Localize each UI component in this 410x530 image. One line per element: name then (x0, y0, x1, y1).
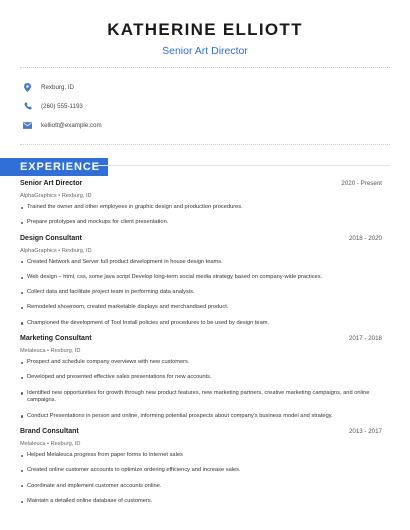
map-pin-icon (23, 83, 32, 92)
contact-phone (23, 97, 410, 115)
resume-header (0, 0, 410, 58)
contact-email-text: kelliott@example.com (41, 121, 102, 129)
job-bullet: Conduct Presentations in person and online, informing potential prospects about company's business model and strategy. (27, 413, 382, 421)
job-bullet: Helped Melaleuca progress from paper forms to internet sales (27, 452, 382, 460)
job-company: AlphaGraphics • Rexburg, ID (20, 247, 92, 254)
candidate-name: KATHERINE ELLIOTT (107, 20, 303, 39)
job-bullet: Web design – html, css, some java script Develop long-term social media strategy based on company-wide practices. (27, 274, 382, 282)
job-company: Melaleuca • Rexburg, ID (20, 440, 81, 447)
job-bullet: Prospect and schedule company overviews with new customers. (27, 359, 382, 367)
job-bullet: Remodeled showroom, created marketable displays and merchandised product. (27, 304, 382, 312)
experience-list (0, 175, 410, 506)
experience-heading-rule (94, 165, 390, 166)
job-bullet: Prepare prototypes and mockups for client presentation. (27, 219, 382, 227)
job-bullet: Created online customer accounts to optimize ordering efficiency and increase sales. (27, 467, 382, 475)
job-bullets (20, 259, 382, 328)
job-bullets (20, 452, 382, 506)
email-icon (23, 121, 32, 130)
job-dates: 2017 - 2018 (348, 335, 382, 343)
contact-email (23, 116, 410, 134)
job-bullet: Collect data and facilitate project team in performing data analysis. (27, 289, 382, 297)
job-header (20, 428, 382, 438)
contact-divider (20, 144, 390, 145)
contact-location (23, 78, 410, 96)
experience-heading: EXPERIENCE (0, 158, 108, 176)
job-header (20, 235, 382, 245)
job-company: AlphaGraphics • Rexburg, ID (20, 193, 92, 199)
job-entry (20, 180, 382, 227)
job-title: Design Consultant (20, 234, 82, 242)
experience-heading-row (0, 157, 410, 175)
contact-list (0, 68, 410, 134)
job-dates: 2018 - 2020 (348, 234, 382, 242)
contact-phone-text: (260) 555-1193 (41, 102, 83, 110)
job-entry (20, 235, 382, 328)
candidate-role: Senior Art Director (162, 45, 248, 57)
job-header (20, 180, 382, 190)
job-company: Melaleuca • Rexburg, ID (20, 348, 81, 355)
job-bullets (20, 204, 382, 227)
job-bullet: Developed and presented effective sales presentations for new accounts. (27, 374, 382, 382)
job-title: Senior Art Director (20, 180, 83, 187)
job-bullet: Maintain a detailed online database of customers. (27, 498, 382, 506)
job-bullet: Trained the owner and other employees in graphic design and production procedures. (27, 204, 382, 212)
job-entry (20, 335, 382, 420)
job-dates: 2020 - Present (341, 180, 382, 187)
contact-location-text: Rexburg, ID (41, 83, 75, 91)
job-bullets (20, 359, 382, 420)
job-bullet: Coordinate and implement customer accounts online. (27, 483, 382, 491)
job-dates: 2013 - 2017 (348, 427, 382, 435)
job-title: Brand Consultant (20, 427, 79, 435)
job-header (20, 335, 382, 345)
phone-icon (23, 102, 32, 111)
job-bullet: Created Network and Server full product development in house design teams. (27, 259, 382, 267)
job-bullet: Championed the development of Tool Install policies and procedures to be used by design team. (27, 320, 382, 328)
job-entry (20, 428, 382, 506)
job-bullet: Identified new opportunities for growth through new product features, new marketing partners, creative marketing campaigns, and online campaigns. (27, 390, 382, 405)
job-title: Marketing Consultant (20, 335, 92, 343)
